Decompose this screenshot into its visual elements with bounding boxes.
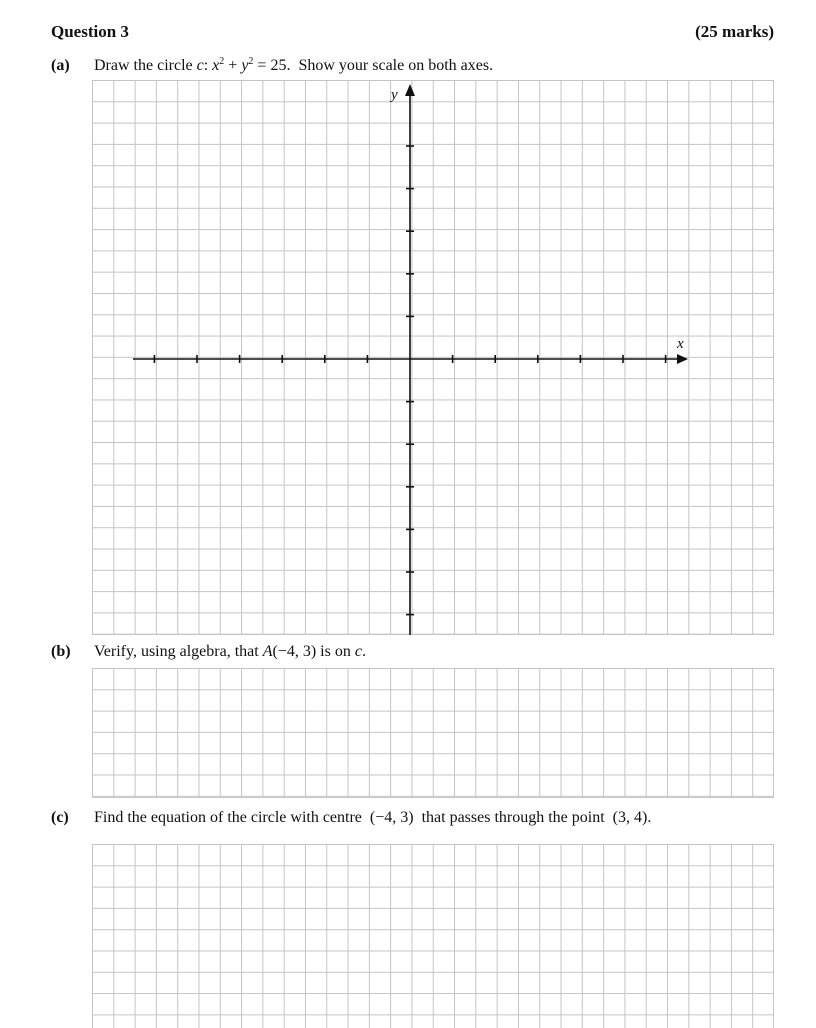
point-a-name: A bbox=[262, 643, 273, 660]
eq-y-power: 2 bbox=[248, 56, 254, 67]
x-axis-arrow bbox=[677, 354, 688, 364]
graph-paper-b[interactable] bbox=[92, 668, 774, 798]
y-axis-arrow bbox=[405, 84, 415, 96]
part-c-text: Find the equation of the circle with centre (−4, 3) that passes through the point (3, 4). bbox=[94, 809, 652, 826]
y-axis-label: y bbox=[391, 87, 398, 103]
part-b-circle-name: c bbox=[354, 643, 362, 660]
question-title: Question 3 bbox=[51, 22, 129, 41]
part-b-prefix: Verify, using algebra, that bbox=[94, 643, 263, 660]
part-a-label: (a) bbox=[51, 57, 70, 74]
part-c-label: (c) bbox=[51, 809, 69, 826]
eq-y: y bbox=[241, 57, 249, 74]
part-a-circle-name: c bbox=[196, 57, 204, 74]
part-b-mid: is on bbox=[316, 643, 355, 660]
part-a-text: Draw the circle c: $x^2 + y^2 = 25$. Show your scale on both axes. bbox=[94, 56, 494, 74]
part-b-label: (b) bbox=[51, 643, 71, 660]
part-a-suffix: Show your scale on both axes. bbox=[298, 57, 494, 74]
eq-plus: + bbox=[228, 57, 238, 74]
part-b-end: . bbox=[361, 643, 366, 660]
question-marks: (25 marks) bbox=[695, 22, 774, 41]
point-a-coords: (−4, 3) bbox=[272, 643, 317, 660]
part-b-text bbox=[94, 643, 366, 661]
eq-x: x bbox=[212, 57, 220, 74]
graph-paper-c[interactable] bbox=[92, 844, 774, 1028]
eq-rest: = 25. bbox=[257, 57, 291, 74]
part-a-prefix: Draw the circle bbox=[94, 57, 197, 74]
x-axis-label: x bbox=[677, 336, 684, 352]
eq-x-power: 2 bbox=[219, 56, 225, 67]
